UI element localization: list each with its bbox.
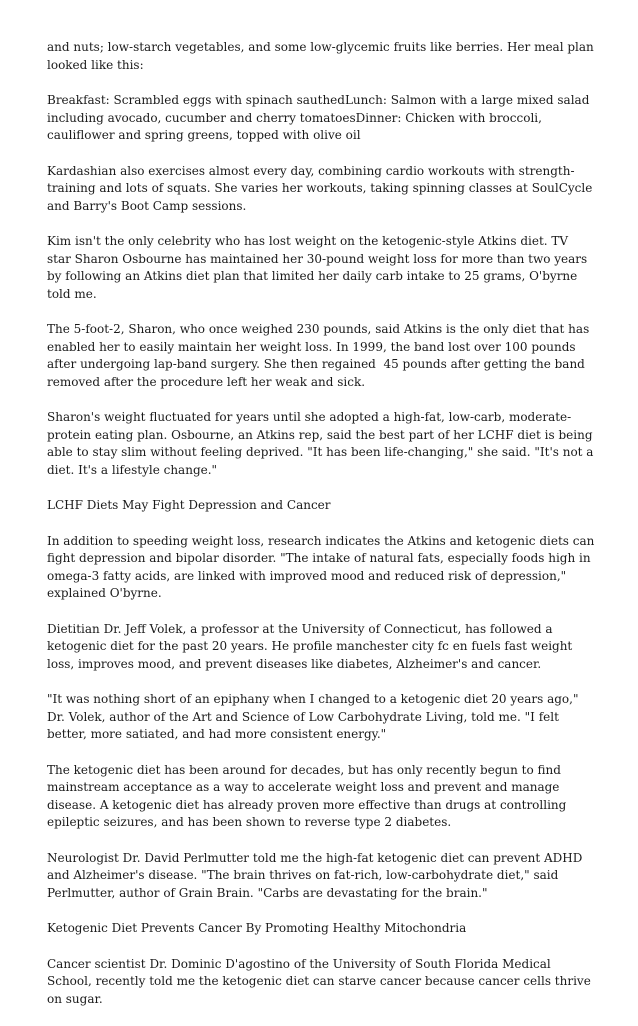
paragraph-dagostino: Cancer scientist Dr. Dominic D'agostino of the University of South Florida Medical School, recently told me the ketogenic diet can starve cancer because cancer cells thrive on sugar. <box>47 956 595 1006</box>
paragraph-perlmutter: Neurologist Dr. David Perlmutter told me the high-fat ketogenic diet can prevent ADHD and Alzheimer's disease. "The brain thrives on fat-rich, low-carbohydrate diet," said Perlmutter, author of Grain Brain. "Carbs are devastating for the brain." <box>47 850 587 900</box>
paragraph-meal-plan: Breakfast: Scrambled eggs with spinach sauthedLunch: Salmon with a large mixed salad including avocado, cucumber and cherry tomatoesDinner: Chicken with broccoli, cauliflower and spring greens, topped with olive oil <box>47 93 594 142</box>
paragraph-depression: In addition to speeding weight loss, research indicates the Atkins and ketogenic diets can fight depression and bipolar disorder. "The intake of natural fats, especially foods high in omega-3 fatty acids, are linked with improved mood and reduced risk of depression," explained O'byrne. <box>47 533 599 600</box>
paragraph-volek: Dietitian Dr. Jeff Volek, a professor at the University of Connecticut, has followed a ketogenic diet for the past 20 years. He profile manchester city fc en fuels fast weight loss, improves mood, and prevent diseases like diabetes, Alzheimer's and cancer. <box>47 621 577 671</box>
section-heading-depression-cancer: LCHF Diets May Fight Depression and Cancer <box>47 498 331 512</box>
paragraph-sharon-weight: The 5-foot-2, Sharon, who once weighed 230 pounds, said Atkins is the only diet that has enabled her to easily maintain her weight loss. In 1999, the band lost over 100 pounds after undergoing lap-band surgery. She then regained 45 pounds after getting the band removed after the procedure left her weak and sick. <box>47 322 594 389</box>
paragraph-volek-quote: "It was nothing short of an epiphany when I changed to a ketogenic diet 20 years ago," Dr. Volek, author of the Art and Science of Low Carbohydrate Living, told me. "I felt better, more satiated, and had more consistent energy." <box>47 692 583 741</box>
section-heading-mitochondria: Ketogenic Diet Prevents Cancer By Promoting Healthy Mitochondria <box>47 921 467 935</box>
paragraph-sharon-lchf: Sharon's weight fluctuated for years until she adopted a high-fat, low-carb, moderate-protein eating plan. Osbourne, an Atkins rep, said the best part of her LCHF diet is being able to stay slim without feeling deprived. "It has been life-changing," she said. "It's not a diet. It's a lifestyle change." <box>47 410 598 477</box>
paragraph-meal-plan-intro: and nuts; low-starch vegetables, and some low-glycemic fruits like berries. Her meal plan looked like this: <box>47 40 598 72</box>
paragraph-ketogenic-history: The ketogenic diet has been around for decades, but has only recently begun to find mainstream acceptance as a way to accelerate weight loss and prevent and manage disease. A ketogenic diet has already proven more effective than drugs at controlling epileptic seizures, and has been shown to reverse type 2 diabetes. <box>47 762 571 829</box>
paragraph-sharon-osbourne: Kim isn't the only celebrity who has lost weight on the ketogenic-style Atkins diet. TV star Sharon Osbourne has maintained her 30-pound weight loss for more than two years by following an Atkins diet plan that limited her daily carb intake to 25 grams, O'byrne told me. <box>47 234 592 301</box>
paragraph-exercise: Kardashian also exercises almost every day, combining cardio workouts with strength-training and lots of squats. She varies her workouts, taking spinning classes at SoulCycle and Barry's Boot Camp sessions. <box>47 163 597 213</box>
document-page <box>47 39 599 1026</box>
